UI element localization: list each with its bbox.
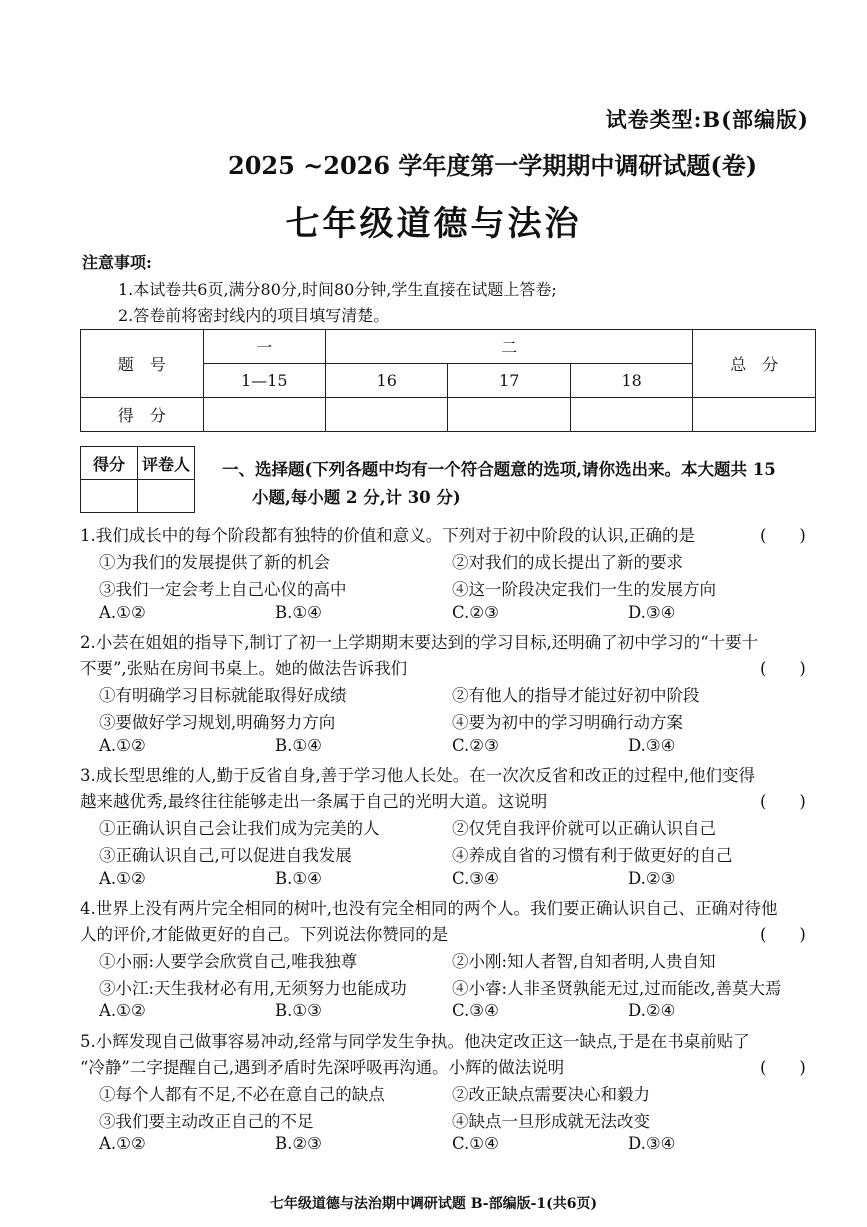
score-cell[interactable]	[326, 398, 448, 432]
statement: ①为我们的发展提供了新的机会	[99, 553, 330, 572]
section-two-header: 二	[326, 330, 693, 364]
section-title-cont: 小题,每小题 2 分,计 30 分)	[252, 488, 461, 507]
option-b[interactable]: B.②③	[275, 1134, 322, 1153]
statement: ①正确认识自己会让我们成为完美的人	[99, 819, 380, 838]
col-16: 16	[326, 364, 448, 398]
col-18: 18	[570, 364, 692, 398]
option-c[interactable]: C.①④	[452, 1134, 499, 1153]
option-a[interactable]: A.①②	[99, 1001, 146, 1020]
answer-bracket[interactable]: ( )	[760, 1058, 806, 1077]
col-1-15: 1—15	[203, 364, 325, 398]
grader-box	[80, 446, 195, 513]
paper-type: 试卷类型:B(部编版)	[605, 107, 809, 132]
answer-bracket[interactable]: ( )	[760, 792, 806, 811]
score-cell[interactable]	[448, 398, 570, 432]
grader-score-cell[interactable]	[81, 480, 138, 513]
statement: ①有明确学习目标就能取得好成绩	[99, 686, 347, 705]
question-stem: 人的评价,才能做更好的自己。下列说法你赞同的是	[80, 925, 449, 944]
total-score-header: 总 分	[693, 330, 816, 398]
statement: ①每个人都有不足,不必在意自己的缺点	[99, 1085, 385, 1104]
statement: ④要为初中的学习明确行动方案	[452, 713, 683, 732]
section-title: 一、选择题(下列各题中均有一个符合题意的选项,请你选出来。本大题共 15	[222, 460, 776, 479]
option-d[interactable]: D.③④	[628, 736, 676, 755]
option-d[interactable]: D.③④	[628, 603, 676, 622]
question-stem: 4.世界上没有两片完全相同的树叶,也没有完全相同的两个人。我们要正确认识自己、正确对待他	[80, 899, 778, 918]
option-d[interactable]: D.②③	[628, 869, 676, 888]
question-number-label: 题 号	[81, 330, 204, 398]
answer-bracket[interactable]: ( )	[760, 659, 806, 678]
notice-item-2: 2.答卷前将密封线内的项目填写清楚。	[118, 306, 390, 325]
grader-score-label: 得分	[81, 447, 138, 480]
statement: ①小丽:人要学会欣赏自己,唯我独尊	[99, 952, 358, 971]
statement: ③要做好学习规划,明确努力方向	[99, 713, 336, 732]
statement: ④养成自省的习惯有利于做更好的自己	[452, 846, 733, 865]
total-score-cell[interactable]	[693, 398, 816, 432]
statement: ②仅凭自我评价就可以正确认识自己	[452, 819, 716, 838]
option-a[interactable]: A.①②	[99, 603, 146, 622]
question-stem: 越来越优秀,最终往往能够走出一条属于自己的光明大道。这说明	[80, 792, 548, 811]
question-stem: 1.我们成长中的每个阶段都有独特的价值和意义。下列对于初中阶段的认识,正确的是	[80, 526, 695, 545]
score-row-label: 得 分	[81, 398, 204, 432]
notice-heading: 注意事项:	[82, 253, 152, 272]
statement: ③正确认识自己,可以促进自我发展	[99, 846, 352, 865]
option-b[interactable]: B.①④	[275, 869, 322, 888]
section-one-header: 一	[203, 330, 325, 364]
notice-item-1: 1.本试卷共6页,满分80分,时间80分钟,学生直接在试题上答卷;	[118, 280, 557, 299]
option-b[interactable]: B.①③	[275, 1001, 322, 1020]
question-stem: 不要”,张贴在房间书桌上。她的做法告诉我们	[80, 659, 408, 678]
option-a[interactable]: A.①②	[99, 736, 146, 755]
statement: ②有他人的指导才能过好初中阶段	[452, 686, 700, 705]
statement: ②对我们的成长提出了新的要求	[452, 553, 683, 572]
option-c[interactable]: C.②③	[452, 736, 499, 755]
exam-title: 2025 ~2026 学年度第一学期期中调研试题(卷)	[228, 151, 758, 180]
option-c[interactable]: C.③④	[452, 869, 499, 888]
question-stem: 3.成长型思维的人,勤于反省自身,善于学习他人长处。在一次次反省和改正的过程中,他们变得	[80, 766, 755, 785]
col-17: 17	[448, 364, 570, 398]
statement: ③我们要主动改正自己的不足	[99, 1112, 314, 1131]
statement: ④缺点一旦形成就无法改变	[452, 1112, 650, 1131]
grader-name-cell[interactable]	[138, 480, 195, 513]
statement: ②小刚:知人者智,自知者明,人贵自知	[452, 952, 716, 971]
option-b[interactable]: B.①④	[275, 736, 322, 755]
statement: ②改正缺点需要决心和毅力	[452, 1085, 650, 1104]
option-a[interactable]: A.①②	[99, 1134, 146, 1153]
statement: ③我们一定会考上自己心仪的高中	[99, 580, 347, 599]
option-c[interactable]: C.②③	[452, 603, 499, 622]
question-stem: “冷静”二字提醒自己,遇到矛盾时先深呼吸再沟通。小辉的做法说明	[80, 1058, 565, 1077]
option-a[interactable]: A.①②	[99, 869, 146, 888]
statement: ④小睿:人非圣贤孰能无过,过而能改,善莫大焉	[452, 979, 782, 998]
grader-name-label: 评卷人	[138, 447, 195, 480]
option-b[interactable]: B.①④	[275, 603, 322, 622]
question-stem: 5.小辉发现自己做事容易冲动,经常与同学发生争执。他决定改正这一缺点,于是在书桌前贴了	[80, 1032, 750, 1051]
answer-bracket[interactable]: ( )	[760, 526, 806, 545]
score-table	[80, 329, 816, 432]
subject-title: 七年级道德与法治	[285, 204, 582, 244]
statement: ③小江:天生我材必有用,无须努力也能成功	[99, 979, 407, 998]
option-c[interactable]: C.③④	[452, 1001, 499, 1020]
statement: ④这一阶段决定我们一生的发展方向	[452, 580, 716, 599]
question-stem: 2.小芸在姐姐的指导下,制订了初一上学期期末要达到的学习目标,还明确了初中学习的“十要十	[80, 633, 759, 652]
score-cell[interactable]	[570, 398, 692, 432]
page-footer: 七年级道德与法治期中调研试题 B-部编版-1(共6页)	[269, 1196, 598, 1212]
answer-bracket[interactable]: ( )	[760, 925, 806, 944]
score-cell[interactable]	[203, 398, 325, 432]
option-d[interactable]: D.②④	[628, 1001, 676, 1020]
option-d[interactable]: D.③④	[628, 1134, 676, 1153]
